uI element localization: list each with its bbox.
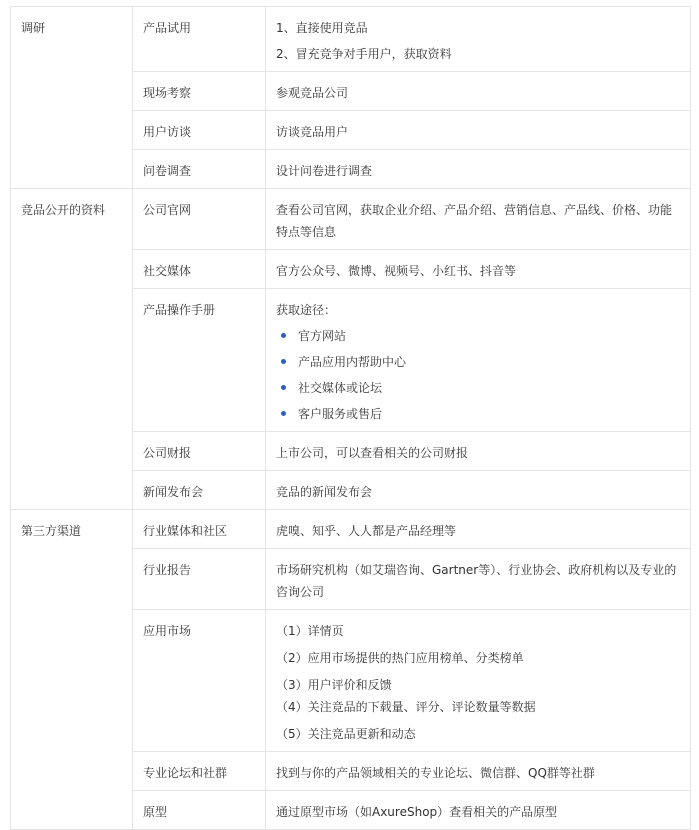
description-cell: 通过原型市场（如AxureShop）查看相关的产品原型 (266, 791, 691, 830)
description-cell: 查看公司官网，获取企业介绍、产品介绍、营销信息、产品线、价格、功能特点等信息 (266, 189, 691, 250)
list-item (276, 351, 680, 373)
channels-table (10, 6, 691, 830)
description-line: （4）关注竞品的下载量、评分、评论数量等数据 (276, 700, 536, 714)
list-item-text: 社交媒体或论坛 (298, 381, 383, 395)
method-cell: 公司官网 (133, 189, 266, 250)
list-item (276, 325, 680, 347)
description-cell (266, 7, 691, 72)
method-cell: 用户访谈 (133, 111, 266, 150)
description-cell: 访谈竞品用户 (266, 111, 691, 150)
description-line: 1、直接使用竞品 (276, 21, 368, 35)
description-cell: 上市公司，可以查看相关的公司财报 (266, 432, 691, 471)
list-item-text: 官方网站 (298, 329, 347, 343)
bullet-dot-icon (281, 411, 286, 416)
bullet-dot-icon (281, 385, 286, 390)
table-row (11, 510, 691, 549)
bullet-dot-icon (281, 333, 286, 338)
bullet-list (276, 325, 680, 425)
category-cell: 调研 (11, 7, 133, 189)
method-cell: 公司财报 (133, 432, 266, 471)
list-item (276, 403, 680, 425)
description-line: 2、冒充竞争对手用户，获取资料 (276, 47, 452, 61)
method-cell: 新闻发布会 (133, 471, 266, 510)
description-cell: 竞品的新闻发布会 (266, 471, 691, 510)
description-line: （5）关注竞品更新和动态 (276, 727, 416, 741)
description-cell: 市场研究机构（如艾瑞咨询、Gartner等）、行业协会、政府机构以及专业的咨询公司 (266, 549, 691, 610)
method-cell: 应用市场 (133, 610, 266, 752)
method-cell: 现场考察 (133, 72, 266, 111)
method-cell: 原型 (133, 791, 266, 830)
description-cell: 虎嗅、知乎、人人都是产品经理等 (266, 510, 691, 549)
list-item (276, 377, 680, 399)
description-cell: 参观竞品公司 (266, 72, 691, 111)
description-cell (266, 610, 691, 752)
description-line: （1）详情页 (276, 624, 344, 638)
category-cell: 竞品公开的资料 (11, 189, 133, 510)
table-row (11, 189, 691, 250)
bullet-dot-icon (281, 359, 286, 364)
description-line: （2）应用市场提供的热门应用榜单、分类榜单 (276, 651, 524, 665)
list-item-text: 产品应用内帮助中心 (298, 355, 407, 369)
description-cell: 设计问卷进行调查 (266, 150, 691, 189)
method-cell: 行业媒体和社区 (133, 510, 266, 549)
method-cell: 社交媒体 (133, 250, 266, 289)
description-cell (266, 289, 691, 432)
table-row (11, 7, 691, 72)
method-cell: 产品试用 (133, 7, 266, 72)
description-line: （3）用户评价和反馈 (276, 678, 392, 692)
method-cell: 问卷调查 (133, 150, 266, 189)
method-cell: 行业报告 (133, 549, 266, 610)
method-cell: 专业论坛和社群 (133, 752, 266, 791)
list-item-text: 客户服务或售后 (298, 407, 383, 421)
description-cell: 找到与你的产品领域相关的专业论坛、微信群、QQ群等社群 (266, 752, 691, 791)
description-cell: 官方公众号、微博、视频号、小红书、抖音等 (266, 250, 691, 289)
description-line: 获取途径： (276, 303, 337, 317)
category-cell: 第三方渠道 (11, 510, 133, 830)
method-cell: 产品操作手册 (133, 289, 266, 432)
